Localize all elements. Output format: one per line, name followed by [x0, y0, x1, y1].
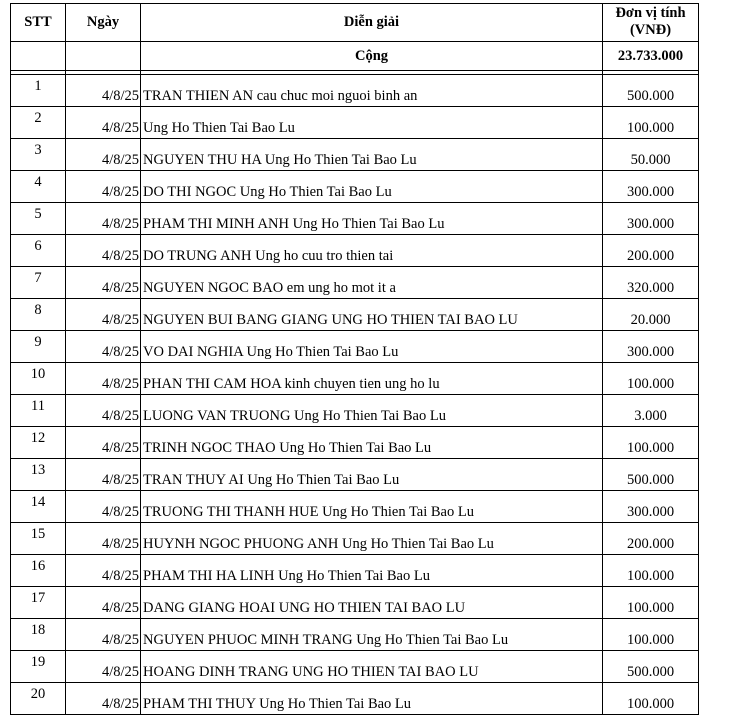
total-row	[11, 42, 699, 71]
total-empty-date	[66, 42, 141, 71]
row-date: 4/8/25	[66, 427, 141, 459]
row-stt: 8	[11, 299, 66, 331]
row-stt: 6	[11, 235, 66, 267]
table-row	[11, 331, 699, 363]
table-row	[11, 523, 699, 555]
row-description: VO DAI NGHIA Ung Ho Thien Tai Bao Lu	[141, 331, 603, 363]
row-date: 4/8/25	[66, 139, 141, 171]
table-row	[11, 395, 699, 427]
row-amount: 3.000	[603, 395, 699, 427]
row-description: Ung Ho Thien Tai Bao Lu	[141, 107, 603, 139]
table-row	[11, 235, 699, 267]
row-description: NGUYEN PHUOC MINH TRANG Ung Ho Thien Tai Bao Lu	[141, 619, 603, 651]
row-stt: 13	[11, 459, 66, 491]
row-amount: 100.000	[603, 107, 699, 139]
row-amount: 100.000	[603, 619, 699, 651]
row-amount: 300.000	[603, 171, 699, 203]
row-stt: 1	[11, 75, 66, 107]
header-amount-line2: (VNĐ)	[629, 22, 672, 38]
row-amount: 300.000	[603, 331, 699, 363]
table-row	[11, 299, 699, 331]
row-stt: 10	[11, 363, 66, 395]
row-date: 4/8/25	[66, 267, 141, 299]
table-row	[11, 587, 699, 619]
row-date: 4/8/25	[66, 555, 141, 587]
row-amount: 500.000	[603, 651, 699, 683]
row-date: 4/8/25	[66, 107, 141, 139]
table-row	[11, 619, 699, 651]
row-stt: 20	[11, 683, 66, 715]
row-stt: 9	[11, 331, 66, 363]
row-date: 4/8/25	[66, 587, 141, 619]
row-description: TRAN THUY AI Ung Ho Thien Tai Bao Lu	[141, 459, 603, 491]
table-row	[11, 267, 699, 299]
header-amount-line1: Đơn vị tính	[615, 5, 686, 21]
row-stt: 15	[11, 523, 66, 555]
table-row	[11, 491, 699, 523]
row-date: 4/8/25	[66, 75, 141, 107]
row-description: HOANG DINH TRANG UNG HO THIEN TAI BAO LU	[141, 651, 603, 683]
row-amount: 300.000	[603, 203, 699, 235]
row-description: DANG GIANG HOAI UNG HO THIEN TAI BAO LU	[141, 587, 603, 619]
row-amount: 100.000	[603, 683, 699, 715]
table-row	[11, 75, 699, 107]
row-description: NGUYEN NGOC BAO em ung ho mot it a	[141, 267, 603, 299]
row-date: 4/8/25	[66, 235, 141, 267]
row-description: TRINH NGOC THAO Ung Ho Thien Tai Bao Lu	[141, 427, 603, 459]
row-description: NGUYEN BUI BANG GIANG UNG HO THIEN TAI BAO LU	[141, 299, 603, 331]
row-amount: 320.000	[603, 267, 699, 299]
table-row	[11, 203, 699, 235]
row-description: PHAM THI HA LINH Ung Ho Thien Tai Bao Lu	[141, 555, 603, 587]
total-label: Cộng	[141, 42, 603, 71]
row-stt: 14	[11, 491, 66, 523]
row-stt: 4	[11, 171, 66, 203]
row-date: 4/8/25	[66, 619, 141, 651]
header-amount	[603, 4, 699, 42]
row-date: 4/8/25	[66, 459, 141, 491]
row-stt: 11	[11, 395, 66, 427]
row-amount: 100.000	[603, 555, 699, 587]
table-row	[11, 427, 699, 459]
row-description: PHAM THI THUY Ung Ho Thien Tai Bao Lu	[141, 683, 603, 715]
table-row	[11, 363, 699, 395]
row-description: HUYNH NGOC PHUONG ANH Ung Ho Thien Tai Bao Lu	[141, 523, 603, 555]
table-header-row	[11, 4, 699, 42]
row-description: PHAN THI CAM HOA kinh chuyen tien ung ho lu	[141, 363, 603, 395]
row-date: 4/8/25	[66, 523, 141, 555]
row-description: DO THI NGOC Ung Ho Thien Tai Bao Lu	[141, 171, 603, 203]
table-row	[11, 651, 699, 683]
row-description: LUONG VAN TRUONG Ung Ho Thien Tai Bao Lu	[141, 395, 603, 427]
row-date: 4/8/25	[66, 651, 141, 683]
row-date: 4/8/25	[66, 203, 141, 235]
row-date: 4/8/25	[66, 683, 141, 715]
row-date: 4/8/25	[66, 299, 141, 331]
table-row	[11, 683, 699, 715]
donation-table	[10, 3, 699, 715]
table-row	[11, 459, 699, 491]
row-amount: 500.000	[603, 459, 699, 491]
total-amount: 23.733.000	[603, 42, 699, 71]
row-amount: 200.000	[603, 235, 699, 267]
table-row	[11, 139, 699, 171]
row-stt: 17	[11, 587, 66, 619]
row-stt: 19	[11, 651, 66, 683]
row-description: TRUONG THI THANH HUE Ung Ho Thien Tai Bao Lu	[141, 491, 603, 523]
row-amount: 50.000	[603, 139, 699, 171]
row-amount: 100.000	[603, 587, 699, 619]
row-stt: 5	[11, 203, 66, 235]
row-amount: 500.000	[603, 75, 699, 107]
row-stt: 3	[11, 139, 66, 171]
row-amount: 20.000	[603, 299, 699, 331]
row-date: 4/8/25	[66, 331, 141, 363]
row-description: NGUYEN THU HA Ung Ho Thien Tai Bao Lu	[141, 139, 603, 171]
row-description: DO TRUNG ANH Ung ho cuu tro thien tai	[141, 235, 603, 267]
row-date: 4/8/25	[66, 171, 141, 203]
row-amount: 100.000	[603, 427, 699, 459]
donation-table-container	[10, 3, 698, 715]
table-row	[11, 107, 699, 139]
table-row	[11, 171, 699, 203]
row-amount: 200.000	[603, 523, 699, 555]
row-stt: 18	[11, 619, 66, 651]
header-description: Diễn giải	[141, 4, 603, 42]
row-date: 4/8/25	[66, 363, 141, 395]
total-empty-stt	[11, 42, 66, 71]
row-amount: 300.000	[603, 491, 699, 523]
row-amount: 100.000	[603, 363, 699, 395]
row-stt: 12	[11, 427, 66, 459]
header-stt: STT	[11, 4, 66, 42]
row-stt: 2	[11, 107, 66, 139]
row-date: 4/8/25	[66, 395, 141, 427]
row-stt: 16	[11, 555, 66, 587]
row-description: TRAN THIEN AN cau chuc moi nguoi binh an	[141, 75, 603, 107]
row-date: 4/8/25	[66, 491, 141, 523]
row-description: PHAM THI MINH ANH Ung Ho Thien Tai Bao Lu	[141, 203, 603, 235]
row-stt: 7	[11, 267, 66, 299]
table-row	[11, 555, 699, 587]
header-date: Ngày	[66, 4, 141, 42]
